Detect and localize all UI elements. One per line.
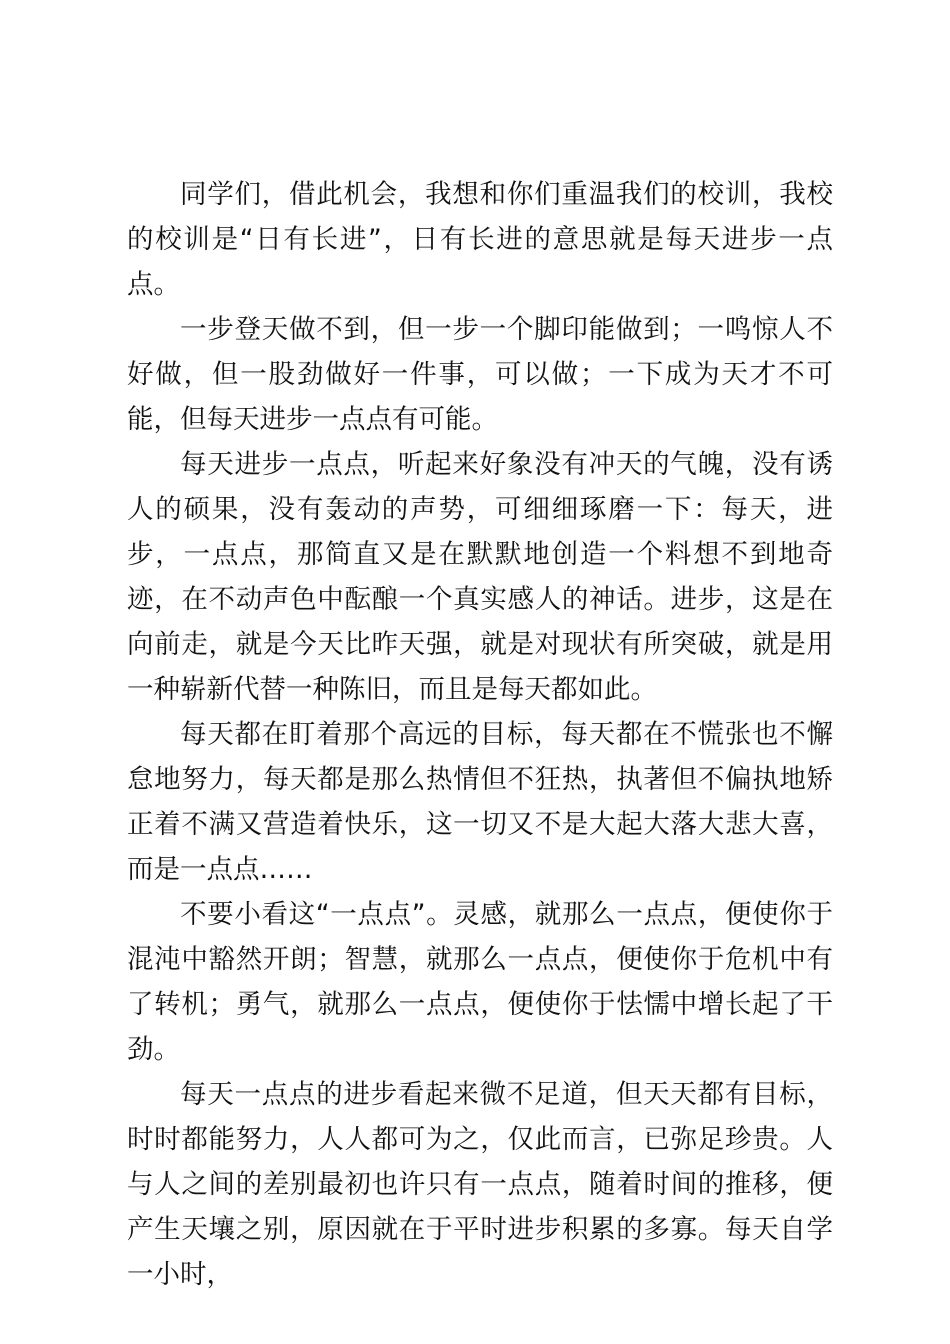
paragraph-3: 每天进步一点点，听起来好象没有冲天的气魄，没有诱人的硕果，没有轰动的声势，可细细琢磨一下：每天，进步，一点点，那简直又是在默默地创造一个料想不到地奇迹，在不动声色中酝酿一个真实感人的神话。进步，这是在向前走，就是今天比昨天强，就是对现状有所突破，就是用一种崭新代替一种陈旧，而且是每天都如此。 — [127, 449, 833, 705]
paragraph-4: 每天都在盯着那个高远的目标，每天都在不慌张也不懈怠地努力，每天都是那么热情但不狂热，执著但不偏执地矫正着不满又营造着快乐，这一切又不是大起大落大悲大喜，而是一点点…… — [127, 719, 833, 885]
paragraph-1: 同学们，借此机会，我想和你们重温我们的校训，我校的校训是“日有长进”，日有长进的意思就是每天进步一点点。 — [127, 179, 833, 300]
paragraph-5: 不要小看这“一点点”。灵感，就那么一点点，便使你于混沌中豁然开朗；智慧，就那么一点点，便使你于危机中有了转机；勇气，就那么一点点，便使你于怯懦中增长起了干劲。 — [127, 899, 833, 1065]
body-text — [127, 172, 833, 1297]
paragraph-2: 一步登天做不到，但一步一个脚印能做到；一鸣惊人不好做，但一股劲做好一件事，可以做；一下成为天才不可能，但每天进步一点点有可能。 — [127, 314, 833, 435]
paragraph-6: 每天一点点的进步看起来微不足道，但天天都有目标，时时都能努力，人人都可为之，仅此而言，已弥足珍贵。人与人之间的差别最初也许只有一点点，随着时间的推移，便产生天壤之别，原因就在于平时进步积累的多寡。每天自学一小时， — [127, 1079, 833, 1290]
